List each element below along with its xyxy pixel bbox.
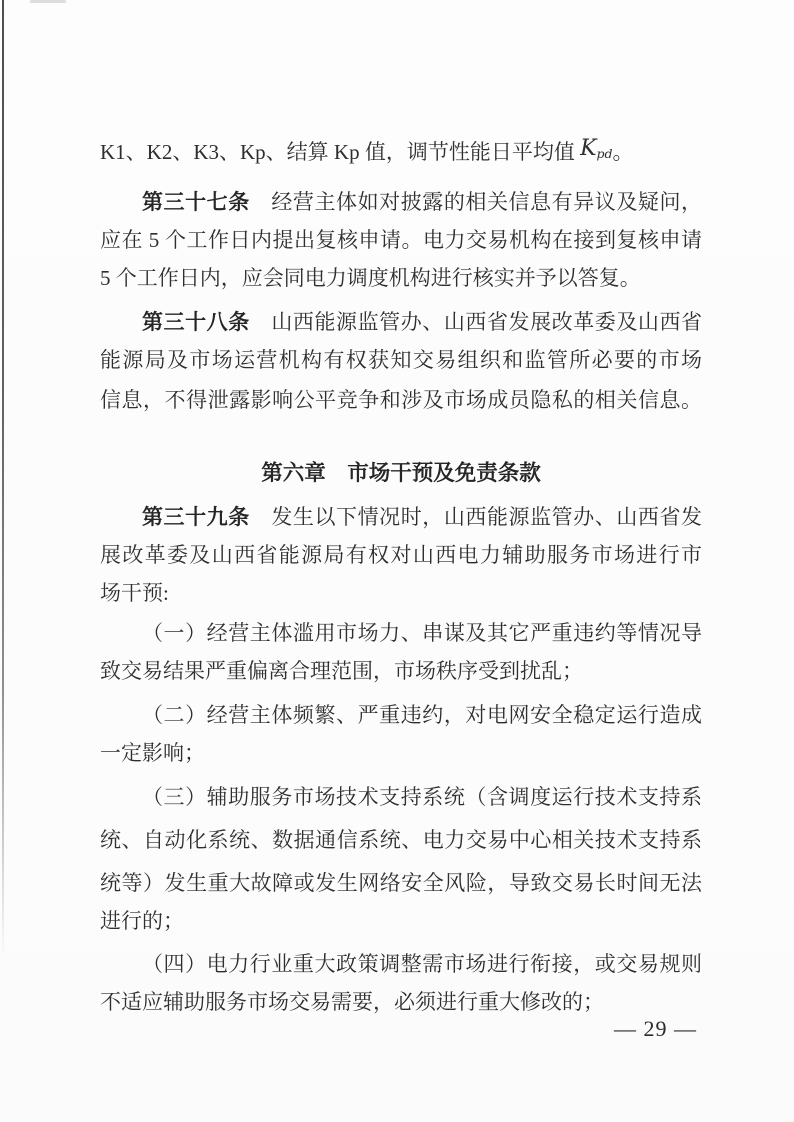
text-run: 。 xyxy=(612,140,634,164)
text-run: （三）辅助服务市场技术支持系统（含调度运行技术支持系 xyxy=(142,785,702,809)
article-38-line-2 xyxy=(100,341,702,379)
item-3-line-3 xyxy=(100,864,702,902)
text-run: 展改革委及山西省能源局有权对山西电力辅助服务市场进行市 xyxy=(100,543,702,567)
article-39-line-2 xyxy=(100,536,702,574)
item-4-line-1 xyxy=(100,945,702,983)
text-run: 不适应辅助服务市场交易需要，必须进行重大修改的； xyxy=(100,990,604,1014)
text-run: 统等）发生重大故障或发生网络安全风险，导致交易长时间无法 xyxy=(100,871,702,895)
scan-smudge-artifact xyxy=(30,0,66,3)
text-run: （二）经营主体频繁、严重违约，对电网安全稳定运行造成 xyxy=(142,703,702,727)
article-37-line-1 xyxy=(100,183,702,221)
article-38-line-3 xyxy=(100,381,702,419)
article-38-line-1 xyxy=(100,303,702,341)
article-label: 第三十九条 xyxy=(142,506,250,529)
article-39-line-1 xyxy=(100,498,702,536)
article-label: 第三十八条 xyxy=(142,311,250,334)
article-label: 第六章 市场干预及免责条款 xyxy=(261,461,541,485)
text-run: 应在 5 个工作日内提出复核申请。电力交易机构在接到复核申请 xyxy=(100,228,702,252)
chapter-6-heading xyxy=(100,454,702,492)
item-1-line-1 xyxy=(100,614,702,652)
text-run: 经营主体如对披露的相关信息有异议及疑问， xyxy=(249,190,703,214)
text-run: 信息，不得泄露影响公平竞争和涉及市场成员隐私的相关信息。 xyxy=(100,388,702,412)
item-1-line-2 xyxy=(100,652,702,690)
formula-symbol: pd xyxy=(596,146,613,161)
text-run: （一）经营主体滥用市场力、串谋及其它严重违约等情况导 xyxy=(142,621,702,645)
item-3-line-2 xyxy=(100,821,702,859)
text-run: 5 个工作日内，应会同电力调度机构进行核实并予以答复。 xyxy=(100,266,641,290)
article-label: 第三十七条 xyxy=(142,191,250,214)
article-37-line-3 xyxy=(100,259,702,297)
text-run: 统、自动化系统、数据通信系统、电力交易中心相关技术支持系 xyxy=(100,828,702,852)
item-2-line-2 xyxy=(100,734,702,772)
document-body xyxy=(100,133,702,1021)
item-3-line-1 xyxy=(100,778,702,816)
item-3-line-4 xyxy=(100,902,702,940)
text-run: 山西能源监管办、山西省发展改革委及山西省 xyxy=(249,310,703,334)
text-run: 致交易结果严重偏离合理范围，市场秩序受到扰乱； xyxy=(100,659,583,683)
page-number: — 29 — xyxy=(614,1016,697,1041)
text-run: 场干预: xyxy=(100,581,169,605)
formula-symbol: K xyxy=(580,136,597,161)
item-2-line-1 xyxy=(100,696,702,734)
text-run: 一定影响； xyxy=(100,741,205,765)
article-39-line-3 xyxy=(100,574,702,612)
item-4-line-2 xyxy=(100,983,702,1021)
text-run: 能源局及市场运营机构有权获知交易组织和监管所必要的市场 xyxy=(100,348,702,372)
text-run: K1、K2、K3、Kp、结算 Kp 值，调节性能日平均值 xyxy=(100,140,581,164)
text-run: （四）电力行业重大政策调整需市场进行衔接，或交易规则 xyxy=(142,952,702,976)
article-37-line-2 xyxy=(100,221,702,259)
text-run: 发生以下情况时，山西能源监管办、山西省发 xyxy=(249,505,703,529)
scan-edge-artifact xyxy=(2,0,4,958)
text-run: 进行的； xyxy=(100,909,184,933)
settlement-coefficients-line xyxy=(100,133,702,171)
